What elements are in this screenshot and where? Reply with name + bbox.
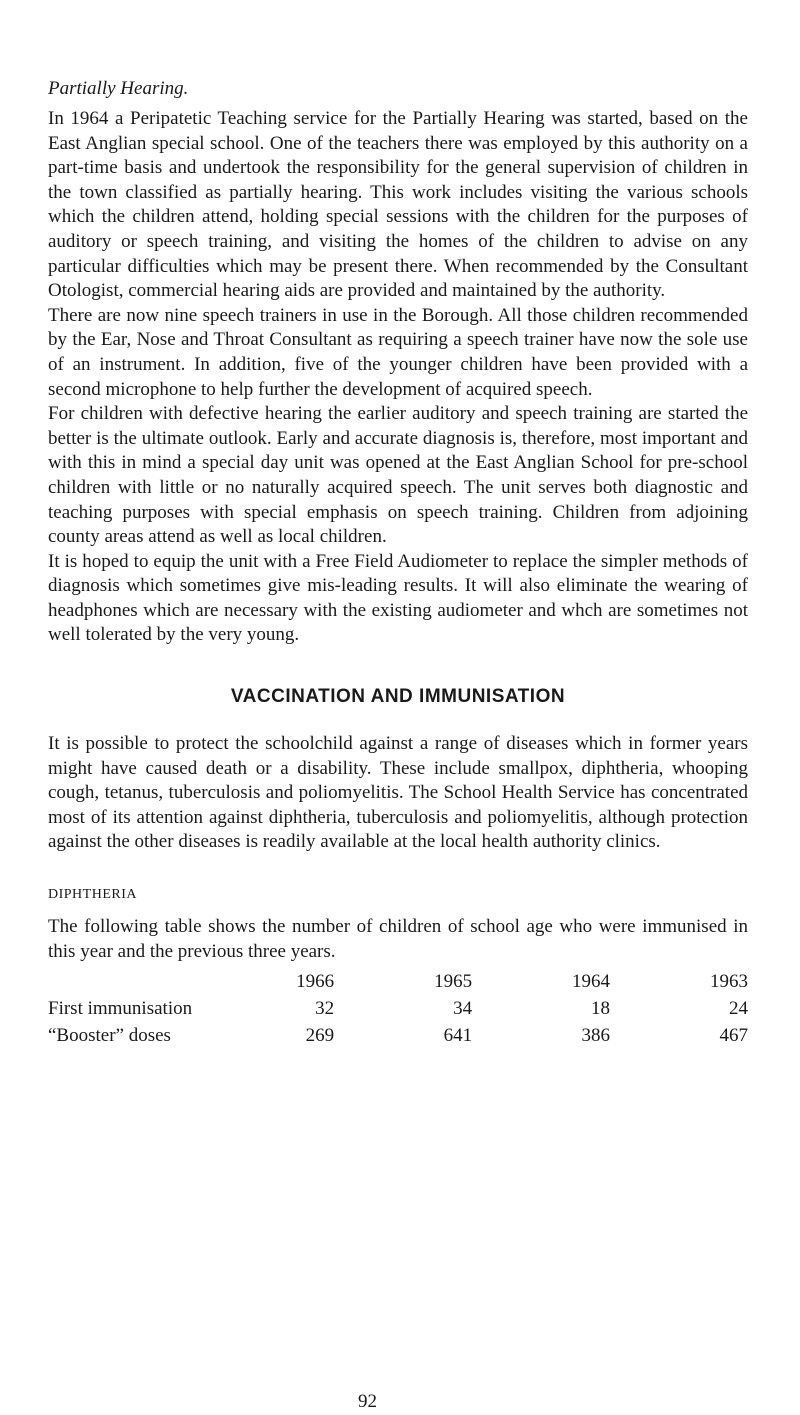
paragraph: For children with defective hearing the earlier auditory and speech training are started the better is the ultimate outlook. Early and accurate diagnosis is, therefore, most important and with this in mind a special day unit was opened at the East Anglian School for pre-school children with little or no naturally acquired speech. The unit serves both diagnostic and teaching purposes with special emphasis on speech training. Children from adjoining county areas attend as well as local children.	[48, 403, 748, 548]
page-number: 92	[358, 1391, 377, 1412]
year-header: 1965	[434, 971, 473, 993]
paragraph: There are now nine speech trainers in use in the Borough. All those children recommended by the Ear, Nose and Throat Consultant as requiring a speech trainer have now the sole use of an instrument. In addition, five of the younger children have been provided with a second microphone to help further the development of acquired speech.	[48, 304, 748, 400]
table-cell: 467	[719, 1025, 748, 1047]
table-cell: 32	[315, 998, 335, 1020]
table-cell: 269	[305, 1025, 335, 1047]
year-header: 1964	[572, 971, 611, 993]
row-label: First immunisation	[48, 998, 193, 1020]
partially-hearing-heading: Partially Hearing.	[48, 78, 189, 99]
table-cell: 18	[591, 998, 611, 1020]
partially-hearing-body	[48, 107, 748, 648]
row-label: “Booster” doses	[48, 1025, 171, 1047]
diphtheria-intro: The following table shows the number of children of school age who were immunised in this year and the previous three years.	[48, 916, 748, 962]
vaccination-heading: VACCINATION AND IMMUNISATION	[230, 686, 566, 708]
year-header: 1966	[296, 971, 335, 993]
document-page	[48, 76, 748, 1049]
table-row	[48, 995, 748, 1022]
table-row	[48, 1022, 748, 1049]
table-header-row	[48, 968, 748, 995]
paragraph: It is hoped to equip the unit with a Free Field Audiometer to replace the simpler methods of diagnosis which sometimes give mis-leading results. It will also eliminate the wearing of headphones which are necessary with the existing audiometer and whch are sometimes not well tolerated by the very young.	[48, 550, 748, 646]
immunisation-table	[48, 968, 748, 1049]
diphtheria-heading: DIPHTHERIA	[48, 887, 137, 903]
paragraph: In 1964 a Peripatetic Teaching service for the Partially Hearing was started, based on the East Anglian special school. One of the teachers there was employed by this authority on a part-time basis and undertook the responsibility for the general supervision of children in the town classified as partially hearing. This work includes visiting the various schools which the children attend, holding special sessions with the children for the purposes of auditory or speech training, and visiting the homes of the children to advise on any particular difficulties which may be present there. When recommended by the Consultant Otologist, commercial hearing aids are provided and maintained by the authority.	[48, 108, 748, 302]
year-header: 1963	[710, 971, 748, 993]
table-cell: 386	[581, 1025, 611, 1047]
table-cell: 641	[443, 1025, 473, 1047]
table-cell: 34	[453, 998, 473, 1020]
vaccination-paragraph: It is possible to protect the schoolchild against a range of diseases which in former years might have caused death or a disability. These include smallpox, diphtheria, whooping cough, tetanus, tuberculosis and poliomyelitis. The School Health Service has concentrated most of its attention against diphtheria, tuberculosis and poliomyelitis, although protection against the other diseases is readily available at the local health authority clinics.	[48, 733, 748, 853]
table-cell: 24	[729, 998, 748, 1020]
